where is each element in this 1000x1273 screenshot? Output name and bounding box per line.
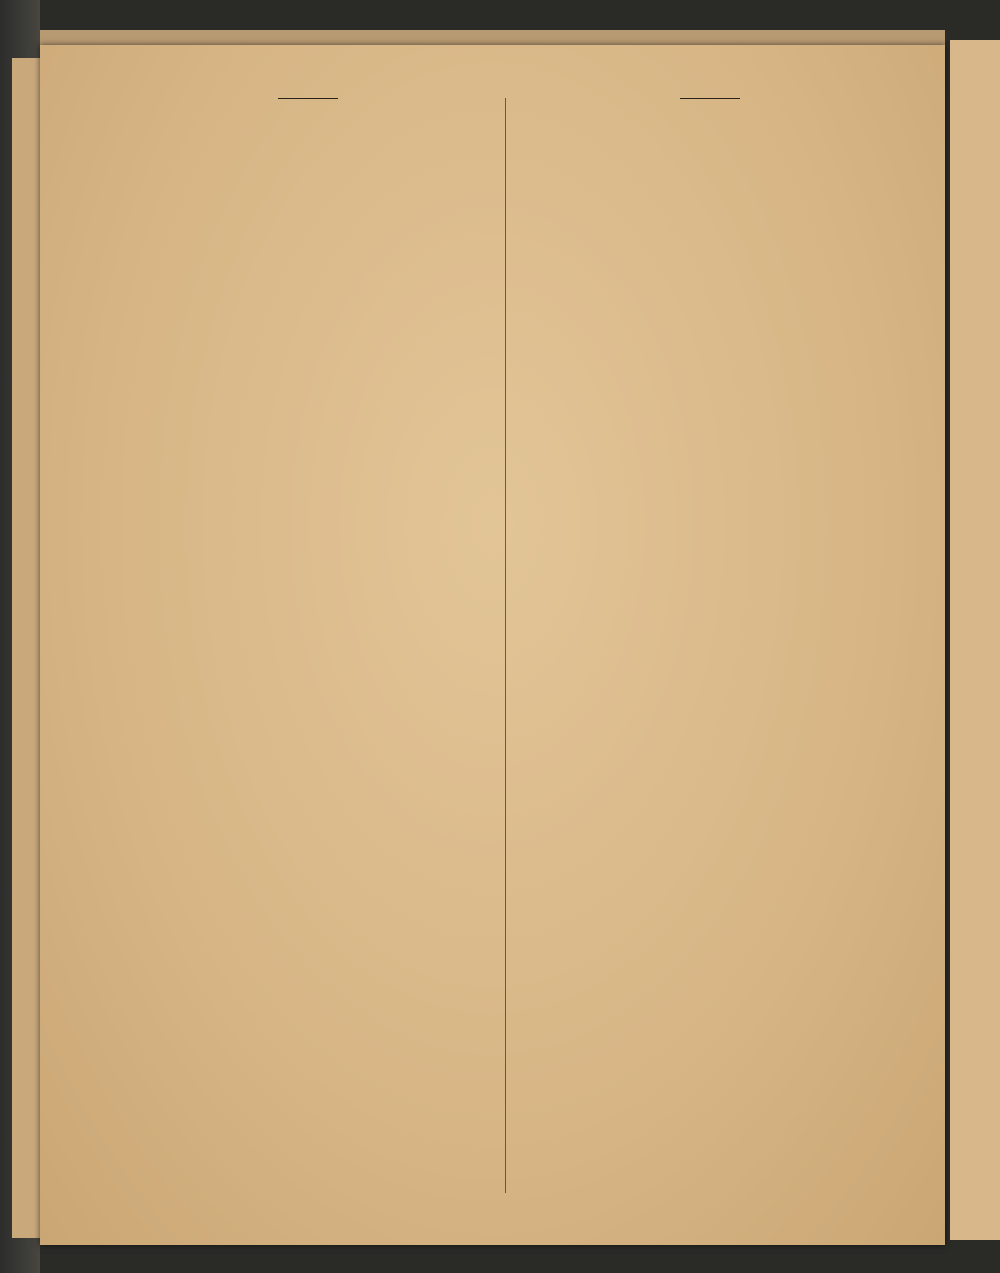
column-divider bbox=[505, 98, 506, 1193]
newspaper-page bbox=[40, 45, 945, 1245]
section-rule bbox=[680, 98, 740, 99]
left-column bbox=[115, 95, 500, 103]
facing-page-fragment bbox=[950, 40, 1000, 1240]
right-column bbox=[512, 95, 908, 103]
section-rule bbox=[278, 98, 338, 99]
